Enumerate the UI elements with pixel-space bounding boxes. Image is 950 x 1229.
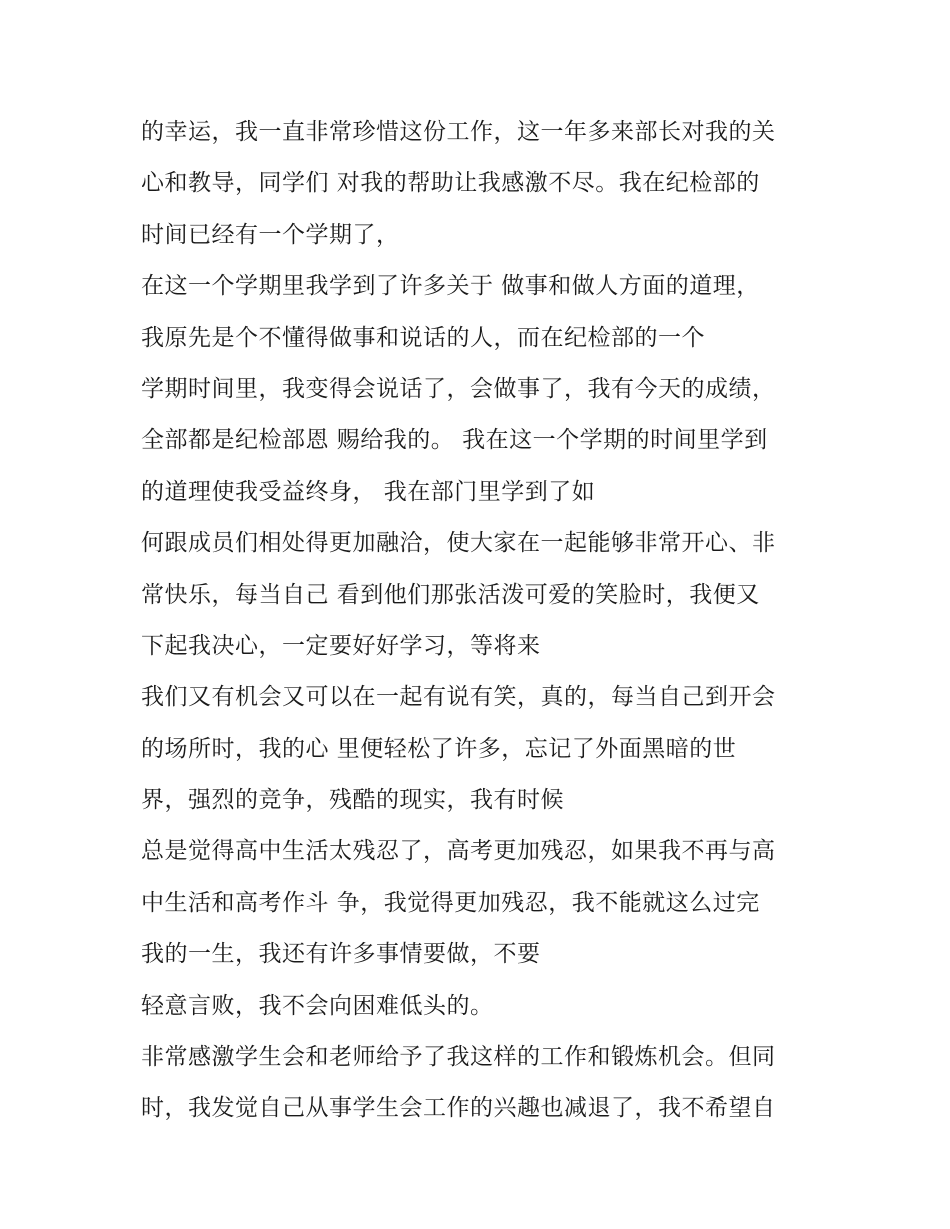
text-line: 何跟成员们相处得更加融洽，使大家在一起能够非常开心、非 (141, 530, 776, 557)
text-line: 中生活和高考作斗 争，我觉得更加残忍，我不能就这么过完 (141, 889, 760, 916)
text-line: 我原先是个不懂得做事和说话的人，而在纪检部的一个 (141, 324, 705, 351)
document-body (141, 107, 831, 1135)
text-line: 的场所时，我的心 里便轻松了许多，忘记了外面黑暗的世 (141, 735, 737, 762)
text-line: 在这一个学期里我学到了许多关于 做事和做人方面的道理， (141, 273, 760, 300)
text-line: 的幸运，我一直非常珍惜这份工作，这一年多来部长对我的关 (141, 119, 776, 145)
text-line: 的道理使我受益终身， 我在部门里学到了如 (141, 478, 596, 505)
text-line: 非常感激学生会和老师给予了我这样的工作和锻炼机会。但同 (141, 1044, 776, 1071)
text-line: 学期时间里，我变得会说话了，会做事了，我有今天的成绩， (141, 375, 776, 402)
text-line: 时，我发觉自己从事学生会工作的兴趣也减退了，我不希望自 (141, 1095, 776, 1122)
text-line: 常快乐，每当自己 看到他们那张活泼可爱的笑脸时，我便又 (141, 581, 760, 608)
text-line: 总是觉得高中生活太残忍了，高考更加残忍，如果我不再与高 (141, 838, 776, 865)
text-line: 界，强烈的竞争，残酷的现实，我有时候 (141, 787, 564, 814)
text-line: 我们又有机会又可以在一起有说有笑，真的，每当自己到开会 (141, 684, 776, 711)
text-line: 全部都是纪检部恩 赐给我的。 我在这一个学期的时间里学到 (141, 427, 768, 454)
text-line: 下起我决心，一定要好好学习，等将来 (141, 632, 541, 659)
text-line: 轻意言败，我不会向困难低头的。 (141, 992, 494, 1019)
text-line: 时间已经有一个学期了， (141, 221, 400, 248)
text-line: 心和教导，同学们 对我的帮助让我感激不尽。我在纪检部的 (141, 170, 760, 197)
text-line: 我的一生，我还有许多事情要做，不要 (141, 941, 541, 968)
